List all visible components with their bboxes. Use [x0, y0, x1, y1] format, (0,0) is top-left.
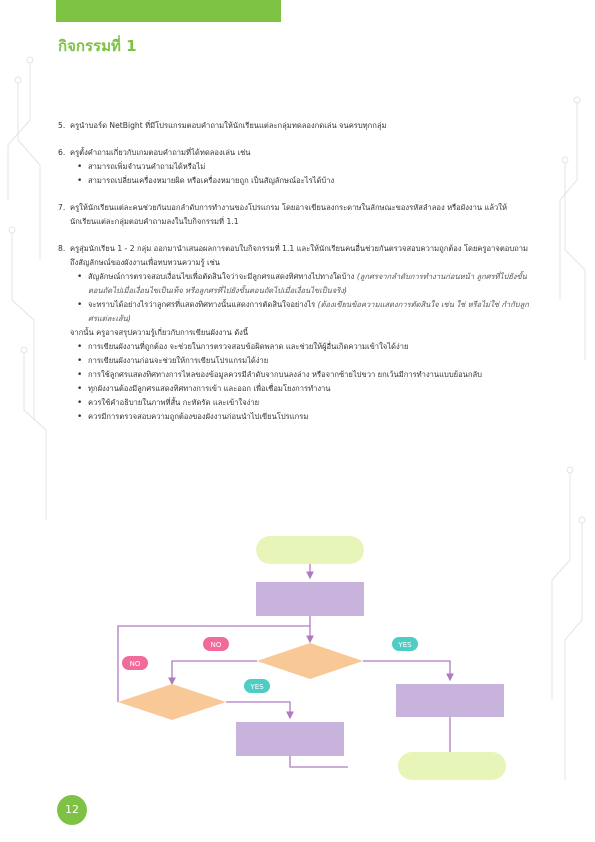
- activity-steps: [58, 119, 530, 437]
- no-label: NO: [210, 641, 222, 649]
- step-text: ครูนำบอร์ด NetBight ที่มีโปรแกรมตอบคำถามให้นักเรียนแต่ละกลุ่มทดลองกดเล่น จนครบทุกกลุ่ม: [70, 121, 387, 130]
- process-box: [396, 684, 504, 717]
- start-terminator: [256, 536, 364, 564]
- step-number: 5.: [58, 121, 66, 130]
- list-item: • การใช้ลูกศรแสดงทิศทางการไหลของข้อมูลควรมีลำดับจากบนลงล่าง หรือจากซ้ายไปขวา ยกเว้นมีการทำงานแบบย้อนกลับ: [88, 368, 530, 382]
- page-number: 12: [57, 795, 87, 825]
- list-item: • การเขียนผังงานที่ถูกต้อง จะช่วยในการตรวจสอบข้อผิดพลาด และช่วยให้ผู้อื่นเกิดความเข้าใจได้ง่าย: [88, 340, 530, 354]
- process-box: [236, 722, 344, 756]
- step-number: 6.: [58, 148, 66, 157]
- end-terminator: [398, 752, 506, 780]
- step-number: 8.: [58, 244, 66, 253]
- yes-label: YES: [398, 641, 412, 649]
- decision-diamond: [118, 684, 226, 720]
- list-item: • สามารถเปลี่ยนเครื่องหมายผิด หรือเครื่องหมายถูก เป็นสัญลักษณ์อะไรได้บ้าง: [88, 174, 530, 188]
- flowchart: [90, 528, 520, 788]
- list-item: [88, 298, 530, 326]
- summary-intro: จากนั้น ครูอาจสรุปความรู้เกี่ยวกับการเขียนผังงาน ดังนี้: [70, 328, 249, 337]
- step-7: [58, 201, 530, 229]
- question-text: สัญลักษณ์การตรวจสอบเงื่อนไขเพื่อตัดสินใจว่าจะมีลูกศรแสดงทิศทางไปทางใดบ้าง: [88, 272, 355, 281]
- step-6: [58, 146, 530, 188]
- step-8: [58, 242, 530, 424]
- no-label: NO: [129, 660, 141, 668]
- bullet-list: [70, 270, 530, 326]
- list-item: • ควรมีการตรวจสอบความถูกต้องของผังงานก่อนนำไปเขียนโปรแกรม: [88, 410, 530, 424]
- answer-note: (ลูกศรจากลำดับการทำงานก่อนหน้า ลูกศรที่ไปยังขั้นตอนถัดไปเมื่อเงื่อนไขเป็นเท็จ หรือลูกศรที่ไปยังขั้นตอนถัดไปเมื่อเงื่อนไขเป็นจริง): [88, 272, 527, 295]
- step-5: [58, 119, 530, 133]
- step-text: ครูให้นักเรียนแต่ละคนช่วยกันบอกลำดับการทำงานของโปรแกรม โดยอาจเขียนลงกระดาษในลักษณะของรหัสลำลอง หรือผังงาน แล้วให้นักเรียนแต่ละกลุ่มตอบคำถามลงในใบกิจกรรมที่ 1.1: [70, 203, 508, 226]
- bullet-list: [70, 160, 530, 188]
- list-item: • ควรใช้คำอธิบายในภาพที่สั้น กะทัดรัด และเข้าใจง่าย: [88, 396, 530, 410]
- process-box: [256, 582, 364, 616]
- yes-label: YES: [250, 683, 264, 691]
- list-item: [88, 270, 530, 298]
- question-text: จะทราบได้อย่างไรว่าลูกศรที่แสดงทิศทางนั้นแสดงการตัดสินใจอย่างไร: [88, 300, 316, 309]
- answer-note: (ต้องเขียนข้อความแสดงการตัดสินใจ เช่น ใช่ หรือไม่ใช่ กำกับลูกศรแต่ละเส้น): [88, 300, 529, 323]
- list-item: • ทุกผังงานต้องมีลูกศรแสดงทิศทางการเข้า และออก เพื่อเชื่อมโยงการทำงาน: [88, 382, 530, 396]
- list-item: • สามารถเพิ่มจำนวนคำถามได้หรือไม่: [88, 160, 530, 174]
- step-number: 7.: [58, 203, 66, 212]
- page-title: กิจกรรมที่ 1: [58, 37, 137, 55]
- decision-diamond: [257, 643, 363, 679]
- list-item: • การเขียนผังงานก่อนจะช่วยให้การเขียนโปรแกรมได้ง่าย: [88, 354, 530, 368]
- step-text: ครูตั้งคำถามเกี่ยวกับเกมตอบคำถามที่ได้ทดลองเล่น เช่น: [70, 148, 251, 157]
- summary-list: [70, 340, 530, 424]
- step-text: ครูสุ่มนักเรียน 1 - 2 กลุ่ม ออกมานำเสนอผลการตอบใบกิจกรรมที่ 1.1 และให้นักเรียนคนอื่นช่วยกันตรวจสอบความถูกต้อง โดยครูอาจตอบถามถึงสัญลักษณ์ของผังงานเพื่อทบทวนความรู้ เช่น: [70, 244, 529, 267]
